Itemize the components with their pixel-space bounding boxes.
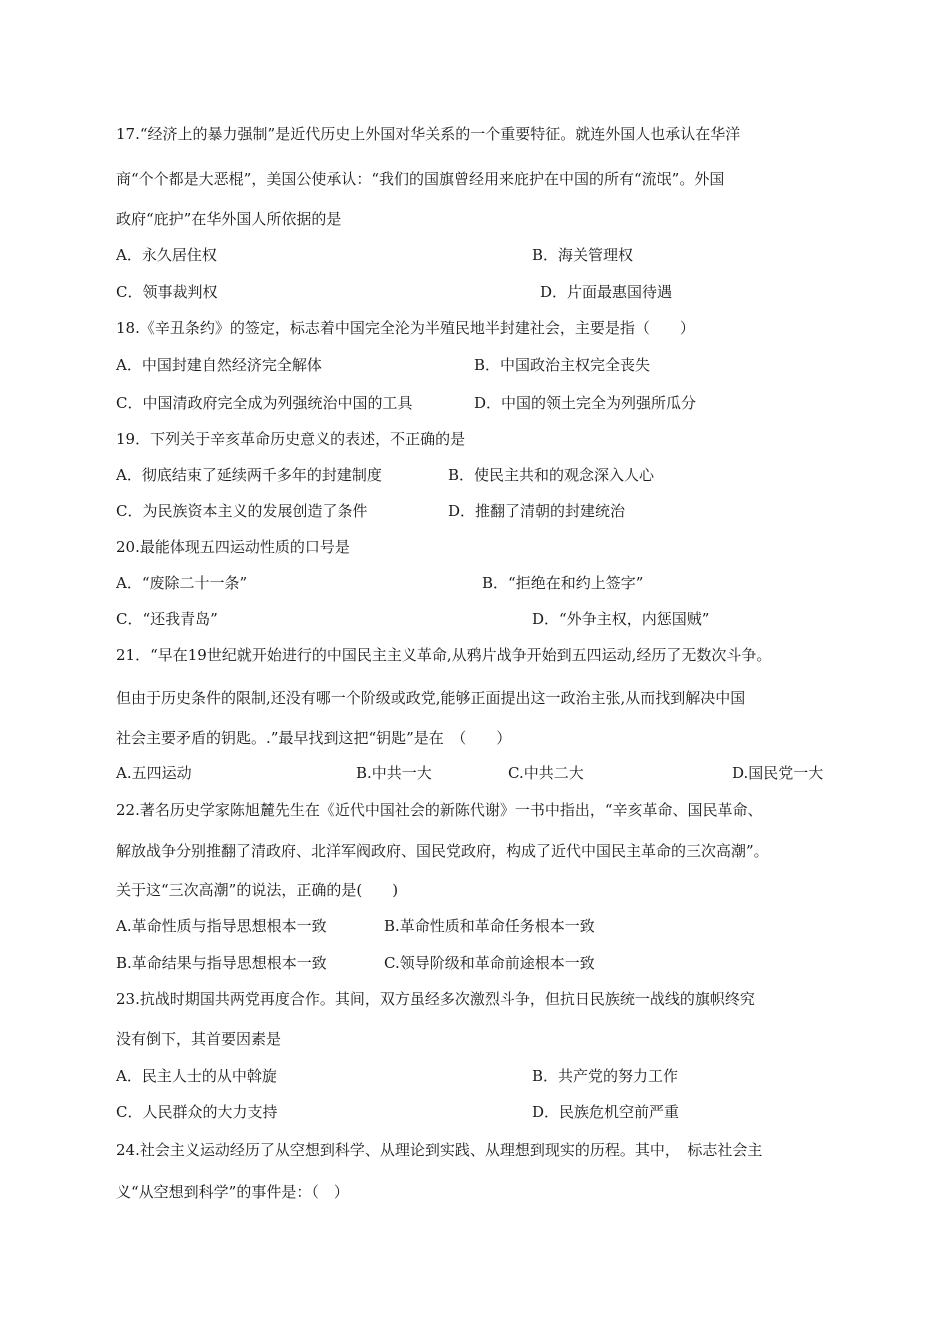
question-22-option-d: C.领导阶级和革命前途根本一致 xyxy=(384,954,595,972)
question-23-option-a: A．民主人士的从中斡旋 xyxy=(116,1067,277,1085)
question-20-option-b: B．“拒绝在和约上签字” xyxy=(482,574,644,592)
question-20-option-d: D．“外争主权，内惩国贼” xyxy=(532,610,710,628)
question-23-line-1: 23.抗战时期国共两党再度合作。其间，双方虽经多次激烈斗争，但抗日民族统一战线的旗帜终究 xyxy=(116,990,755,1008)
question-19-line-1: 19．下列关于辛亥革命历史意义的表述，不正确的是 xyxy=(116,430,466,448)
question-17-line-3: 政府“庇护”在华外国人所依据的是 xyxy=(116,210,342,228)
question-21-option-d: D.国民党一大 xyxy=(732,764,824,782)
question-23-option-b: B．共产党的努力工作 xyxy=(532,1067,679,1085)
question-18-line-1: 18.《辛丑条约》的签定，标志着中国完全沦为半殖民地半封建社会，主要是指（ ） xyxy=(116,319,695,337)
question-20-option-c: C．“还我青岛” xyxy=(116,610,218,628)
question-23-option-c: C．人民群众的大力支持 xyxy=(116,1103,278,1121)
question-22-option-c: B.革命结果与指导思想根本一致 xyxy=(116,954,327,972)
question-22-option-a: A.革命性质与指导思想根本一致 xyxy=(116,917,327,935)
question-21-option-b: B.中共一大 xyxy=(356,764,432,782)
question-19-option-d: D．推翻了清朝的封建统治 xyxy=(448,502,626,520)
question-17-option-b: B．海关管理权 xyxy=(532,246,634,264)
question-21-line-2: 但由于历史条件的限制,还没有哪一个阶级或政党,能够正面提出这一政治主张,从而找到解决中国 xyxy=(116,689,746,707)
question-20-line-1: 20.最能体现五四运动性质的口号是 xyxy=(116,538,350,556)
question-20-option-a: A．“废除二十一条” xyxy=(116,574,248,592)
question-17-line-2: 商“个个都是大恶棍”，美国公使承认：“我们的国旗曾经用来庇护在中国的所有“流氓”。外国 xyxy=(116,170,725,188)
question-21-option-a: A.五四运动 xyxy=(116,764,192,782)
question-18-option-c: C．中国清政府完全成为列强统治中国的工具 xyxy=(116,394,413,412)
question-19-option-b: B．使民主共和的观念深入人心 xyxy=(448,466,655,484)
question-18-option-d: D．中国的领土完全为列强所瓜分 xyxy=(474,394,697,412)
question-22-option-b: B.革命性质和革命任务根本一致 xyxy=(384,917,595,935)
question-22-line-1: 22.著名历史学家陈旭麓先生在《近代中国社会的新陈代谢》一书中指出，“辛亥革命、国民革命、 xyxy=(116,801,763,819)
question-17-option-d: D．片面最惠国待遇 xyxy=(540,283,673,301)
question-24-line-2: 义“从空想到科学”的事件是：（ ） xyxy=(116,1183,349,1201)
question-23-option-d: D．民族危机空前严重 xyxy=(532,1103,680,1121)
question-19-option-a: A．彻底结束了延续两千多年的封建制度 xyxy=(116,466,382,484)
question-18-option-a: A．中国封建自然经济完全解体 xyxy=(116,356,322,374)
question-23-line-2: 没有倒下，其首要因素是 xyxy=(116,1030,282,1048)
question-17-option-a: A．永久居住权 xyxy=(116,246,217,264)
question-17-line-1: 17.“经济上的暴力强制”是近代历史上外国对华关系的一个重要特征。就连外国人也承认在华洋 xyxy=(116,125,741,143)
question-22-line-3: 关于这“三次高潮”的说法，正确的是( ) xyxy=(116,881,399,899)
question-24-line-1: 24.社会主义运动经历了从空想到科学、从理论到实践、从理想到现实的历程。其中， 标志社会主 xyxy=(116,1141,763,1159)
question-18-option-b: B．中国政治主权完全丧失 xyxy=(474,356,651,374)
question-21-line-1: 21．“早在19世纪就开始进行的中国民主主义革命,从鸦片战争开始到五四运动,经历了无数次斗争。 xyxy=(116,646,772,664)
question-17-option-c: C．领事裁判权 xyxy=(116,283,218,301)
question-19-option-c: C．为民族资本主义的发展创造了条件 xyxy=(116,502,368,520)
question-21-option-c: C.中共二大 xyxy=(508,764,584,782)
question-22-line-2: 解放战争分别推翻了清政府、北洋军阀政府、国民党政府，构成了近代中国民主革命的三次高潮”。 xyxy=(116,842,769,860)
question-21-line-3: 社会主要矛盾的钥匙。.”最早找到这把“钥匙”是在 （ ） xyxy=(116,729,512,747)
